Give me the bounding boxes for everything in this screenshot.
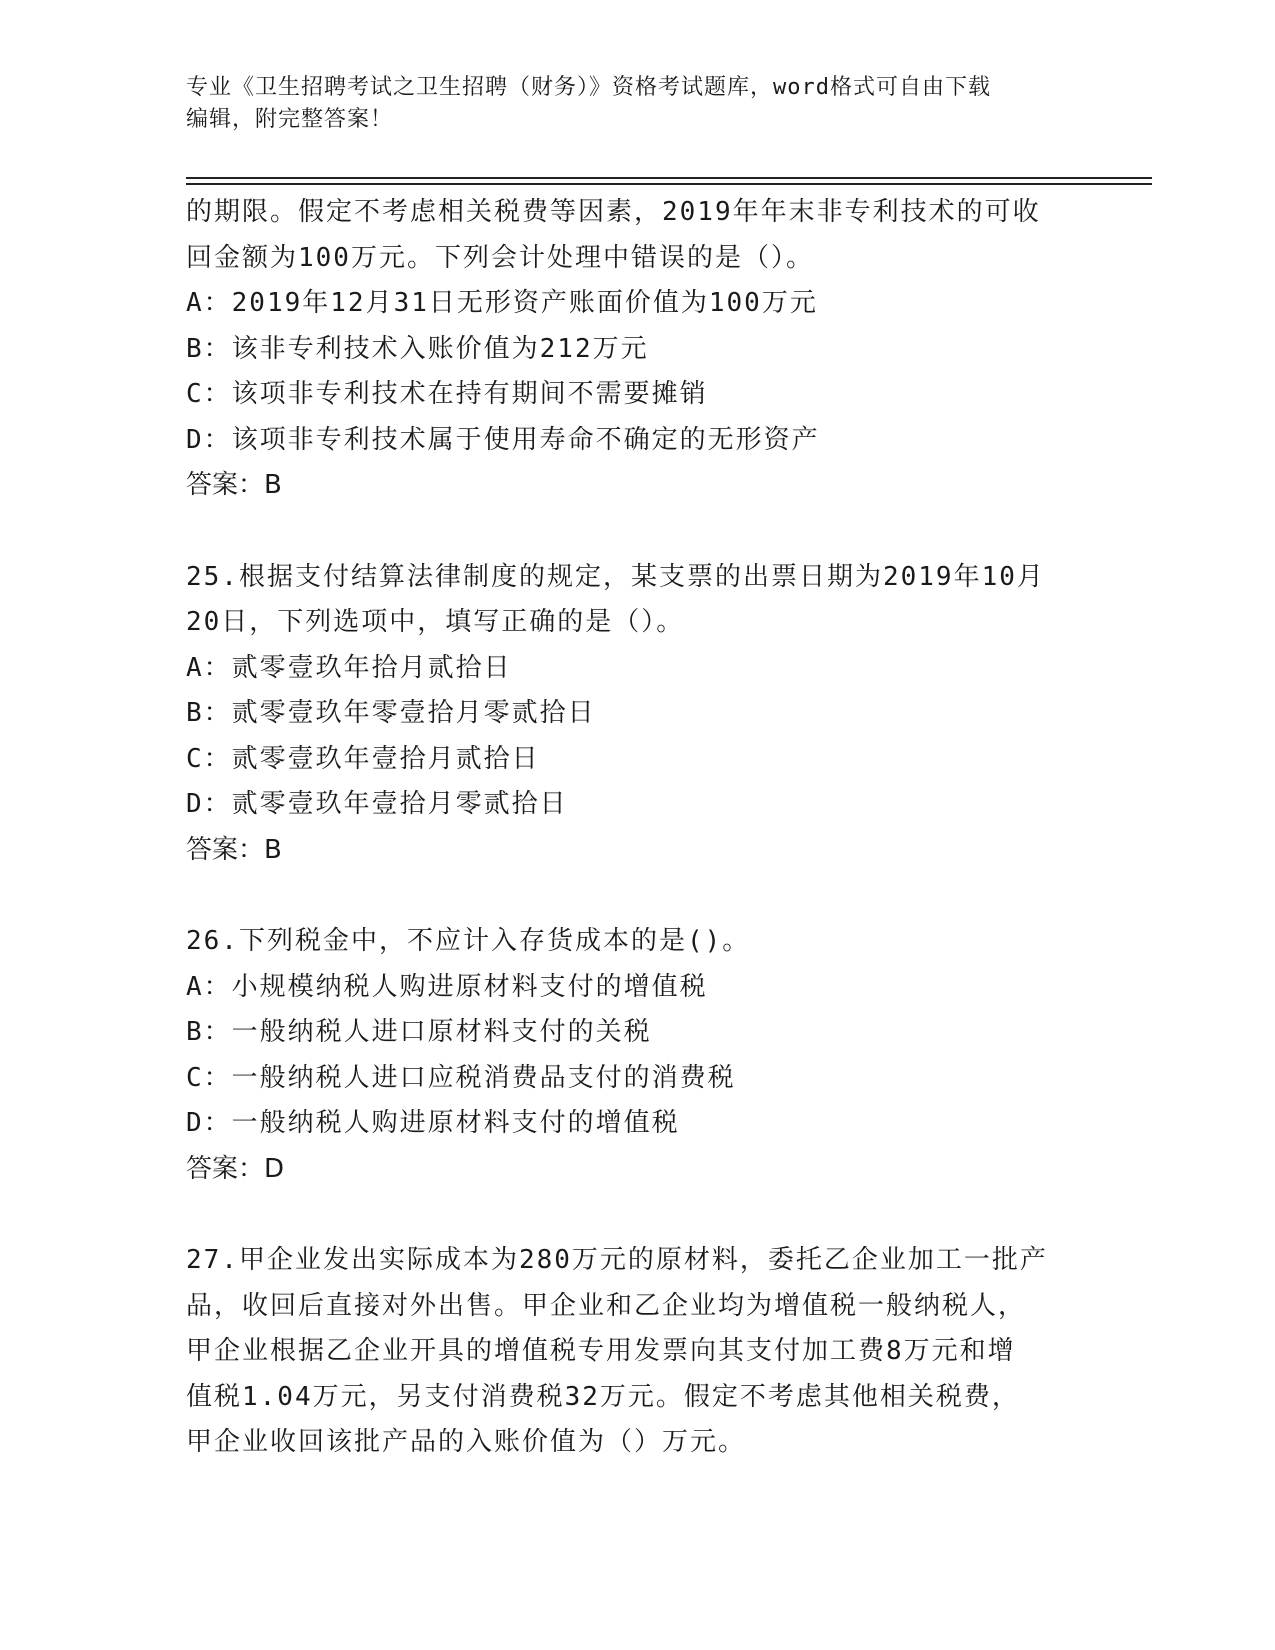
- option-b: B：该非专利技术入账价值为212万元: [186, 333, 649, 364]
- question-27: [186, 1238, 1086, 1466]
- question-stem-line: 品，收回后直接对外出售。甲企业和乙企业均为增值税一般纳税人，: [186, 1290, 1027, 1321]
- spacer: [186, 873, 1086, 919]
- question-stem-line: 甲企业收回该批产品的入账价值为（）万元。: [186, 1427, 747, 1457]
- spacer: [186, 509, 1086, 555]
- option-c: C：贰零壹玖年壹拾月贰拾日: [186, 743, 540, 774]
- answer-label: 答案：B: [186, 470, 282, 500]
- question-24: [186, 190, 1086, 509]
- question-stem-line: 27.甲企业发出实际成本为280万元的原材料，委托乙企业加工一批产: [186, 1245, 1048, 1275]
- option-d: D：该项非专利技术属于使用寿命不确定的无形资产: [186, 424, 820, 455]
- question-content: [186, 190, 1086, 1466]
- option-a: A：贰零壹玖年拾月贰拾日: [186, 652, 512, 683]
- option-c: C：一般纳税人进口应税消费品支付的消费税: [186, 1062, 736, 1093]
- header-line-1: 专业《卫生招聘考试之卫生招聘（财务）》资格考试题库，word格式可自由下载: [186, 75, 991, 100]
- option-b: B：贰零壹玖年零壹拾月零贰拾日: [186, 698, 596, 728]
- question-stem-line: 甲企业根据乙企业开具的增值税专用发票向其支付加工费8万元和增: [186, 1336, 1016, 1366]
- question-stem-line: 值税1.04万元，另支付消费税32万元。假定不考虑其他相关税费，: [186, 1381, 1020, 1412]
- header-divider-top: [186, 177, 1152, 179]
- option-c: C：该项非专利技术在持有期间不需要摊销: [186, 379, 708, 409]
- question-stem-line: 的期限。假定不考虑相关税费等因素，2019年年末非专利技术的可收: [186, 197, 1041, 227]
- page-header: [186, 72, 1066, 136]
- header-divider-bottom: [186, 183, 1152, 185]
- option-a: A：2019年12月31日无形资产账面价值为100万元: [186, 288, 818, 318]
- question-25: [186, 555, 1086, 874]
- header-line-2: 编辑，附完整答案！: [186, 107, 394, 132]
- question-26: [186, 919, 1086, 1192]
- option-d: D：一般纳税人购进原材料支付的增值税: [186, 1108, 680, 1138]
- option-b: B：一般纳税人进口原材料支付的关税: [186, 1017, 652, 1047]
- question-stem-line: 回金额为100万元。下列会计处理中错误的是（）。: [186, 242, 814, 273]
- question-stem-line: 20日，下列选项中，填写正确的是（）。: [186, 607, 685, 637]
- option-d: D：贰零壹玖年壹拾月零贰拾日: [186, 789, 568, 819]
- answer-label: 答案：D: [186, 1153, 285, 1184]
- option-a: A：小规模纳税人购进原材料支付的增值税: [186, 971, 708, 1002]
- answer-label: 答案：B: [186, 834, 282, 865]
- question-stem-line: 25.根据支付结算法律制度的规定，某支票的出票日期为2019年10月: [186, 561, 1045, 592]
- question-stem-line: 26.下列税金中，不应计入存货成本的是()。: [186, 926, 751, 956]
- spacer: [186, 1192, 1086, 1238]
